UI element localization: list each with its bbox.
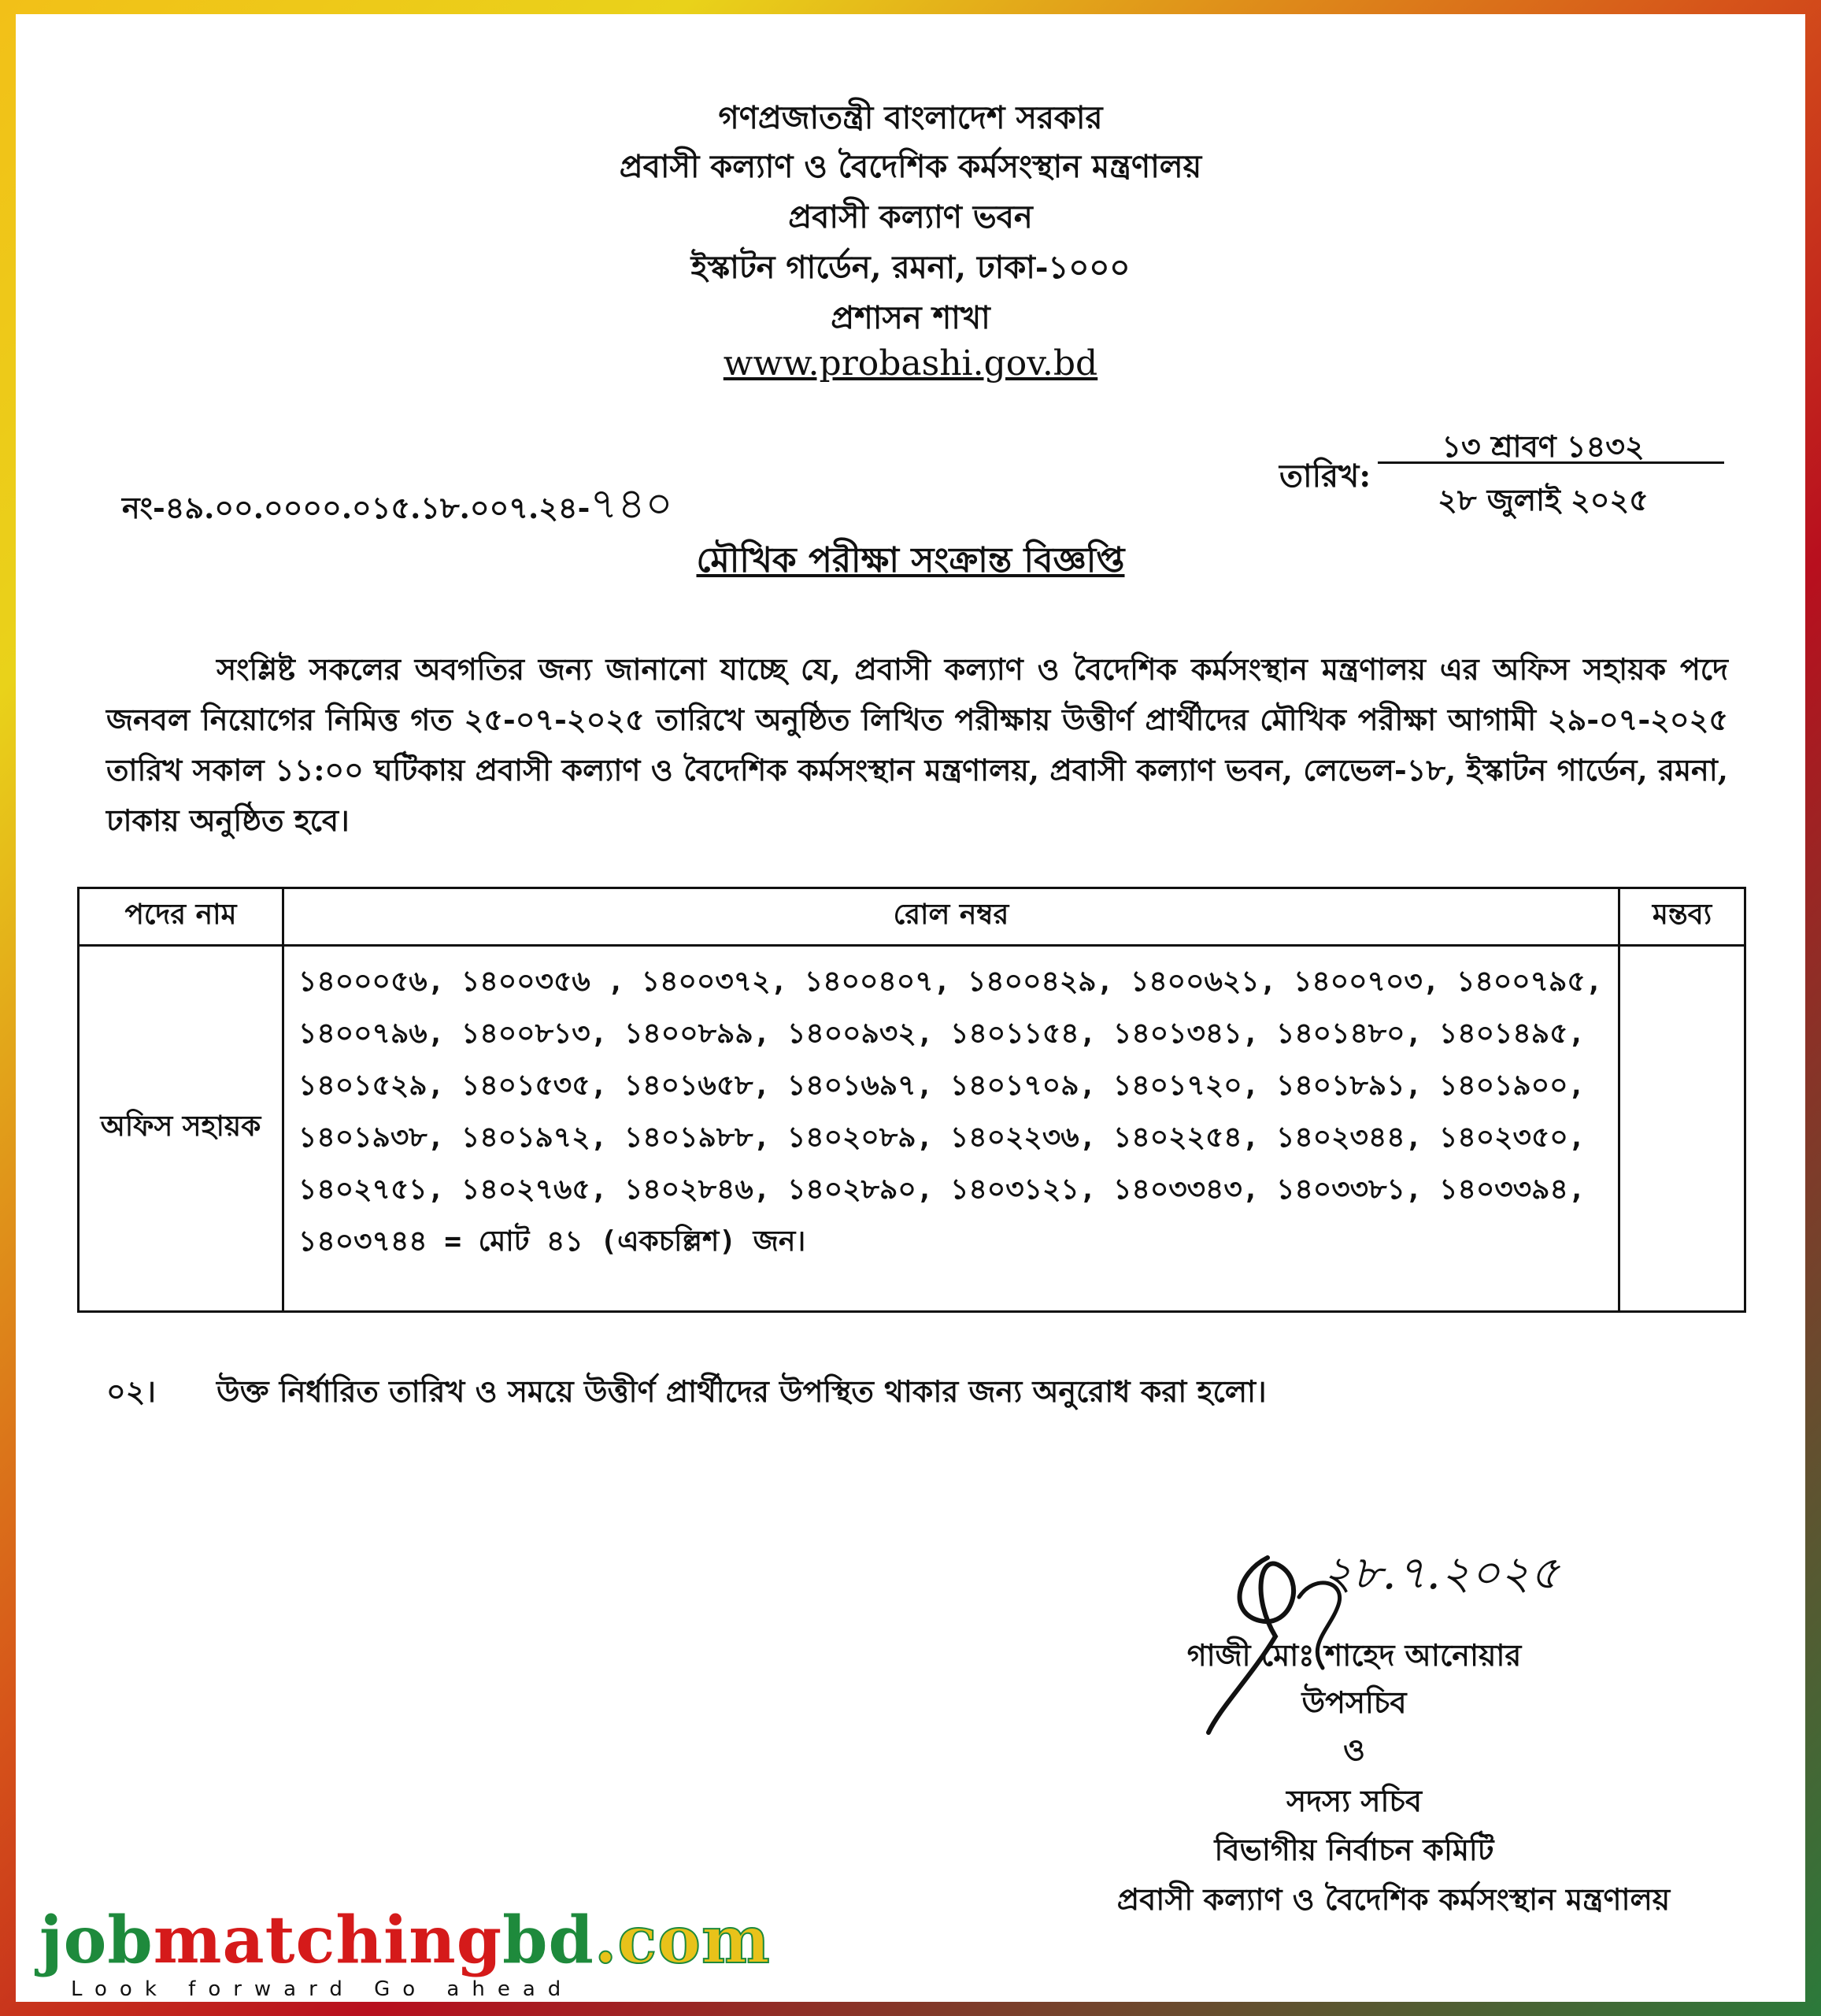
roll-line: ১৪০০০৫৬, ১৪০০৩৫৬ , ১৪০০৩৭২, ১৪০০৪০৭, ১৪০০৪২৯, ১৪০০৬২১, ১৪০০৭০৩, ১৪০০৭৯৫, (298, 965, 1603, 998)
header-building: প্রবাসী কল্যাণ ভবন (788, 198, 1033, 235)
notice-sheet (16, 14, 1805, 2002)
header-address: ইস্কাটন গার্ডেন, রমনা, ঢাকা-১০০০ (690, 249, 1131, 286)
header-website-wrap (16, 343, 1805, 384)
memo-number (122, 471, 673, 542)
notice-title-wrap (16, 534, 1805, 591)
header-website[interactable]: www.probashi.gov.bd (723, 343, 1098, 384)
roll-numbers-cell (283, 946, 1619, 1312)
note-number: ০২। (106, 1373, 157, 1409)
note-text: উক্ত নির্ধারিত তারিখ ও সময়ে উত্তীর্ণ প্রার্থীদের উপস্থিত থাকার জন্য অনুরোধ করা হলো। (217, 1373, 1267, 1409)
date-english: ২৮ জুলাই ২০২৫ (1438, 482, 1649, 517)
signatory-designation: উপসচিব (1301, 1684, 1407, 1720)
header-section: প্রশাসন শাখা (831, 299, 990, 336)
signatory-committee: বিভাগীয় নির্বাচন কমিটি (1214, 1832, 1494, 1867)
roll-line-total: ১৪০৩৭৪৪ = মোট ৪১ (একচল্লিশ) জন। (298, 1225, 806, 1258)
roll-line: ১৪০১৯৩৮, ১৪০১৯৭২, ১৪০১৯৮৮, ১৪০২০৮৯, ১৪০২২৩৬, ১৪০২২৫৪, ১৪০২৩৪৪, ১৪০২৩৫০, (298, 1121, 1586, 1154)
date-label: তারিখ: (1279, 458, 1371, 495)
note-paragraph (106, 1369, 1267, 1419)
notice-title: মৌখিক পরীক্ষা সংক্রান্ত বিজ্ঞপ্তি (696, 540, 1125, 580)
signature-date: ২৮.৭.২০২৫ (1323, 1546, 1560, 1599)
table-row (79, 946, 1745, 1312)
post-name-cell: অফিস সহায়ক (79, 946, 283, 1312)
watermark-logo: jobmatchingbd.com (39, 1903, 771, 1978)
signatory-role: সদস্য সচিব (1286, 1783, 1423, 1818)
memo-number-handwritten: ৭৪০ (590, 479, 673, 528)
signatory-conjunction: ও (1343, 1732, 1365, 1767)
col-post-name: পদের নাম (79, 888, 283, 946)
col-remarks: মন্তব্য (1619, 888, 1745, 946)
signatory-name: গাজী মোঃ শাহেদ আনোয়ার (1186, 1637, 1522, 1673)
notice-body: সংশ্লিষ্ট সকলের অবগতির জন্য জানানো যাচ্ছে যে, প্রবাসী কল্যাণ ও বৈদেশিক কর্মসংস্থান মন্ত্রণালয় এর অফিস সহায়ক পদে জনবল নিয়োগের নিমিত্ত গত ২৫-০৭-২০২৫ তারিখে অনুষ্ঠিত লিখিত পরীক্ষায় উত্তীর্ণ প্রার্থীদের মৌখিক পরীক্ষা আগামী ২৯-০৭-২০২৫ তারিখ সকাল ১১:০০ ঘটিকায় প্রবাসী কল্যাণ ও বৈদেশিক কর্মসংস্থান মন্ত্রণালয়, প্রবাসী কল্যাণ ভবন, লেভেল-১৮, ইস্কাটন গার্ডেন, রমনা, ঢাকায় অনুষ্ঠিত হবে। (106, 651, 1728, 838)
date-bangla: ১৩ শ্রাবণ ১৪৩২ (1442, 428, 1645, 464)
signatory-ministry: প্রবাসী কল্যাণ ও বৈদেশিক কর্মসংস্থান মন্ত্রণালয় (1116, 1881, 1671, 1917)
table-header-row (79, 888, 1745, 946)
roll-line: ১৪০১৫২৯, ১৪০১৫৩৫, ১৪০১৬৫৮, ১৪০১৬৯৭, ১৪০১৭০৯, ১৪০১৭২০, ১৪০১৮৯১, ১৪০১৯০০, (298, 1069, 1586, 1102)
col-roll-number: রোল নম্বর (283, 888, 1619, 946)
memo-number-printed: নং-৪৯.০০.০০০০.০১৫.১৮.০০৭.২৪- (122, 490, 590, 525)
header-ministry: প্রবাসী কল্যাণ ও বৈদেশিক কর্মসংস্থান মন্ত্রণালয় (619, 148, 1202, 185)
results-table (77, 887, 1746, 1313)
remarks-cell (1619, 946, 1745, 1312)
watermark-tagline: Look forward Go ahead (71, 1977, 574, 2001)
roll-line: ১৪০০৭৯৬, ১৪০০৮১৩, ১৪০০৮৯৯, ১৪০০৯৩২, ১৪০১১৫৪, ১৪০১৩৪১, ১৪০১৪৮০, ১৪০১৪৯৫, (298, 1017, 1586, 1050)
roll-line: ১৪০২৭৫১, ১৪০২৭৬৫, ১৪০২৮৪৬, ১৪০২৮৯০, ১৪০৩১২১, ১৪০৩৩৪৩, ১৪০৩৩৮১, ১৪০৩৩৯৪, (298, 1173, 1586, 1206)
header-government: গণপ্রজাতন্ত্রী বাংলাদেশ সরকার (718, 99, 1103, 136)
date-divider (1378, 461, 1724, 464)
